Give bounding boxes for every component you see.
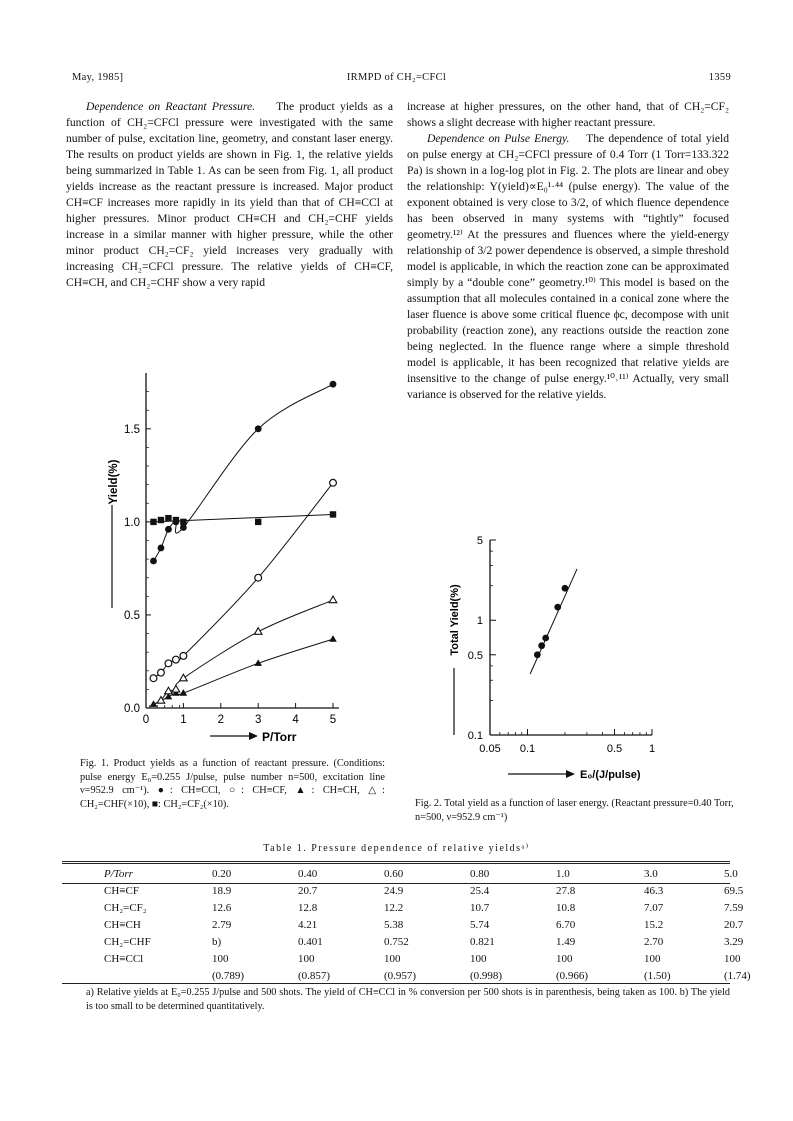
fig2-x-tick-label: 1 xyxy=(648,743,656,755)
table-cell: 0.821 xyxy=(470,935,495,948)
table-cell: 20.7 xyxy=(298,884,318,897)
fig2-fit-line xyxy=(530,569,577,674)
table-header-row xyxy=(100,865,788,882)
table-title: Table 1. Pressure dependence of relative yieldsᵃ⁾ xyxy=(263,843,530,854)
table-row xyxy=(100,916,788,933)
fig1-y-tick-label: 1.5 xyxy=(124,423,140,436)
table-cell: 12.2 xyxy=(384,901,404,914)
table-cell: 27.8 xyxy=(556,884,576,897)
figure-2-chart xyxy=(440,530,680,785)
table-cell: (0.998) xyxy=(470,969,503,982)
table-cell: 7.07 xyxy=(644,901,664,914)
table-top-rule-double xyxy=(62,863,730,864)
fig1-x-tick-label: 4 xyxy=(292,714,299,726)
table-cell: 100 xyxy=(644,952,661,965)
table-cell: 69.5 xyxy=(724,884,744,897)
table-header-cell: 3.0 xyxy=(644,867,658,880)
page-number: 1359 xyxy=(708,72,731,83)
table-row-label: CH≡CH xyxy=(104,918,141,931)
table-header-cell: 0.60 xyxy=(384,867,404,880)
open-triangle-point xyxy=(254,628,262,635)
table-cell: 100 xyxy=(556,952,573,965)
fig2-marks xyxy=(530,569,577,674)
fig1-y-axis-label: Yield(%) xyxy=(108,459,120,505)
table-header-cell: 0.80 xyxy=(470,867,490,880)
table-cell: 100 xyxy=(384,952,401,965)
table-row xyxy=(100,967,788,984)
filled-circle-point xyxy=(538,642,545,649)
open-circle-point xyxy=(158,669,165,676)
filled-square-point xyxy=(255,519,261,525)
fig2-x-tick-label: 0.1 xyxy=(519,743,536,755)
fig1-y-tick-label: 0.0 xyxy=(124,703,140,715)
table-row xyxy=(100,882,788,899)
open-triangle-point xyxy=(180,674,188,681)
table-cell: 5.38 xyxy=(384,918,404,931)
open-circle-point xyxy=(150,675,157,682)
fig1-x-tick-label: 3 xyxy=(254,714,262,726)
left-column-text xyxy=(66,99,393,291)
table-cell: 3.29 xyxy=(724,935,744,948)
table-header-cell: 0.40 xyxy=(298,867,318,880)
fig1-marks xyxy=(150,381,337,707)
filled-square-point xyxy=(180,519,186,525)
open-circle-point xyxy=(173,656,180,663)
table-cell: 5.74 xyxy=(470,918,490,931)
filled-square-point xyxy=(173,517,179,523)
right-column-text xyxy=(407,99,729,403)
fig2-y-tick-label: 0.1 xyxy=(467,730,483,742)
filled-square-point xyxy=(165,515,171,521)
table-header-cell: 0.20 xyxy=(212,867,232,880)
table-top-rule xyxy=(62,861,730,862)
table-cell: 2.79 xyxy=(212,918,232,931)
open-triangle-point xyxy=(172,685,180,692)
fig2-axes xyxy=(449,535,655,781)
table-cell: 100 xyxy=(298,952,315,965)
table-cell: (0.857) xyxy=(298,969,331,982)
filled-circle-point xyxy=(180,524,187,531)
filled-circle-point xyxy=(554,604,561,611)
filled-circle-point xyxy=(562,585,569,592)
paragraph-pressure: The product yields as a function of CH₂=CFCl pressure were investigated with the same number of pulse, excitation line, geometry, and constant laser energy. The results on product yields are shown in Fig. 1, the relative yields being summarized in Table 1. As can be seen from Fig. 1, all product yields increase as the reactant pressure is increased. Major product CH≡CF increases more rapidly in its yield than that of CH≡CCl at higher pressures. Minor product CH≡CH and CH₂=CHF yields increase in a similar manner with higher pressure, while the other minor product CH₂=CF₂ yield increases very gradually with increasing CH₂=CFCl pressure. The relative yields of CH≡CF, CH≡CH, and CH₂=CHF show a very rapid xyxy=(66,100,394,289)
fig1-curve-3 xyxy=(161,600,333,701)
table-cell: 0.401 xyxy=(298,935,323,948)
table-row-label: CH₂=CHF xyxy=(104,935,151,948)
table-cell: 20.7 xyxy=(724,918,744,931)
filled-circle-point xyxy=(150,558,157,565)
table-footnote: a) Relative yields at E₀=0.255 J/pulse and 500 shots. The yield of CH≡CCl in % conversion per 500 shots is in parenthesis, being taken as 100. b) The yield is too small to be determined quantitatively. xyxy=(86,987,730,1012)
fig1-curve-1 xyxy=(153,483,333,678)
filled-triangle-point xyxy=(150,700,158,707)
filled-square-point xyxy=(150,519,156,525)
table-cell: b) xyxy=(212,935,222,948)
fig2-y-axis-label: Total Yield(%) xyxy=(449,584,461,656)
table-cell: 100 xyxy=(212,952,229,965)
table-row xyxy=(100,950,788,967)
table-cell: 10.7 xyxy=(470,901,490,914)
section-heading-energy: Dependence on Pulse Energy. xyxy=(427,132,570,145)
table-cell: 12.8 xyxy=(298,901,318,914)
figure-2-caption: Fig. 2. Total yield as a function of laser energy. (Reactant pressure=0.40 Torr, n=500, ν=952.9 cm⁻¹) xyxy=(415,798,734,823)
fig1-x-tick-label: 5 xyxy=(329,714,337,726)
table-cell: 0.752 xyxy=(384,935,409,948)
open-circle-point xyxy=(330,479,337,486)
paragraph-pressure-continued: increase at higher pressures, on the other hand, that of CH₂=CF₂ shows a slight decrease with higher reactant pressure. xyxy=(407,100,729,129)
table-cell: 25.4 xyxy=(470,884,490,897)
table-cell: 4.21 xyxy=(298,918,318,931)
figure-1-caption: Fig. 1. Product yields as a function of reactant pressure. (Conditions: pulse energy E₀=0.255 J/pulse, pulse number n=500, excitation line ν=952.9 cm⁻¹). ●: CH≡CCl, ○: CH≡CF, ▲: CH≡CH, △: CH₂=CHF(×10), ■: CH₂=CF₂(×10). xyxy=(80,758,385,810)
fig1-x-arrow-head xyxy=(249,732,258,740)
open-triangle-point xyxy=(329,596,337,603)
table-cell: 2.70 xyxy=(644,935,664,948)
filled-circle-point xyxy=(534,651,541,658)
filled-circle-point xyxy=(330,381,337,388)
fig2-y-tick-label: 5 xyxy=(476,535,483,547)
fig1-axes xyxy=(108,373,339,744)
table-header-label: P/Torr xyxy=(104,867,133,880)
table-cell: 7.59 xyxy=(724,901,744,914)
table-row-label: CH≡CCl xyxy=(104,952,144,965)
filled-circle-point xyxy=(158,545,165,552)
relative-yields-table xyxy=(100,865,788,984)
table-row xyxy=(100,933,788,950)
paragraph-energy: The dependence of total yield on pulse energy at CH₂=CFCl pressure of 0.4 Torr (1 Torr=133.322 Pa) is shown in a log-log plot in Fig. 2. The plots are linear and obey the relationship: Y(yield)∝E₀¹·⁴⁴ (pulse energy). The value of the exponent obtained is very close to 3/2, of which fluence dependence has been observed in many systems with “tightly” focused geometry.¹²⁾ At the pressures and fluences where the yield-energy relationship of 3/2 power dependence is observed, a simple threshold model is applicable, in which the reaction zone can be approximated simply by a “double cone” geometry.¹⁰⁾ This model is based on the assumption that all molecules contained in a conical zone where the laser fluence is above some critical fluence ϕc, decompose with unit probability (reaction zone), any reactions outside the reaction zone being neglected. In the fluence range where a simple threshold model is applicable, it has been recognized that relative yields are insensitive to the change of pulse energy.¹⁰˒¹¹⁾ Actually, very small variance is observed for the relative yields. xyxy=(407,132,729,401)
fig1-y-tick-label: 1.0 xyxy=(124,516,140,529)
table-cell: 100 xyxy=(724,952,741,965)
table-cell: (1.50) xyxy=(644,969,671,982)
fig1-x-tick-label: 2 xyxy=(217,714,225,726)
table-cell: 15.2 xyxy=(644,918,664,931)
fig1-y-tick-label: 0.5 xyxy=(124,609,140,622)
filled-circle-point xyxy=(542,635,549,642)
table-header-cell: 1.0 xyxy=(556,867,570,880)
fig2-x-tick-label: 0.5 xyxy=(606,743,623,755)
filled-circle-point xyxy=(255,425,262,432)
fig1-curve-0 xyxy=(153,384,333,561)
filled-square-point xyxy=(158,517,164,523)
table-cell: 1.49 xyxy=(556,935,576,948)
filled-square-point xyxy=(330,511,336,517)
fig2-y-tick-label: 0.5 xyxy=(467,649,483,662)
section-heading-pressure: Dependence on Reactant Pressure. xyxy=(86,100,256,113)
table-row-label: CH≡CF xyxy=(104,884,139,897)
table-cell: 6.70 xyxy=(556,918,576,931)
fig1-x-axis-label: P/Torr xyxy=(262,730,297,744)
table-cell: 10.8 xyxy=(556,901,576,914)
running-header-left: May, 1985] xyxy=(72,72,124,83)
open-circle-point xyxy=(180,652,187,659)
fig2-x-axis-label: E₀/(J/pulse) xyxy=(580,769,641,781)
table-header-cell: 5.0 xyxy=(724,867,738,880)
table-cell: 24.9 xyxy=(384,884,404,897)
running-header-title: IRMPD of CH₂=CFCl xyxy=(346,72,447,83)
table-cell: 100 xyxy=(470,952,487,965)
fig2-y-tick-label: 1 xyxy=(476,615,483,628)
table-cell: (1.74) xyxy=(724,969,751,982)
figure-1-chart xyxy=(90,370,390,755)
table-cell: 18.9 xyxy=(212,884,232,897)
fig1-x-tick-label: 0 xyxy=(142,714,150,726)
table-cell: 46.3 xyxy=(644,884,664,897)
table-row xyxy=(100,899,788,916)
open-circle-point xyxy=(165,660,172,667)
table-cell: 12.6 xyxy=(212,901,232,914)
table-cell: (0.957) xyxy=(384,969,417,982)
fig2-x-arrow-head xyxy=(566,770,575,778)
table-cell: (0.789) xyxy=(212,969,245,982)
fig1-x-tick-label: 1 xyxy=(180,714,187,726)
filled-circle-point xyxy=(165,526,172,533)
table-row-label: CH₂=CF₂ xyxy=(104,901,147,914)
table-row-label xyxy=(100,967,208,984)
fig2-x-tick-label: 0.05 xyxy=(479,743,501,755)
table-cell: (0.966) xyxy=(556,969,589,982)
filled-triangle-point xyxy=(329,635,337,642)
open-circle-point xyxy=(255,574,262,581)
